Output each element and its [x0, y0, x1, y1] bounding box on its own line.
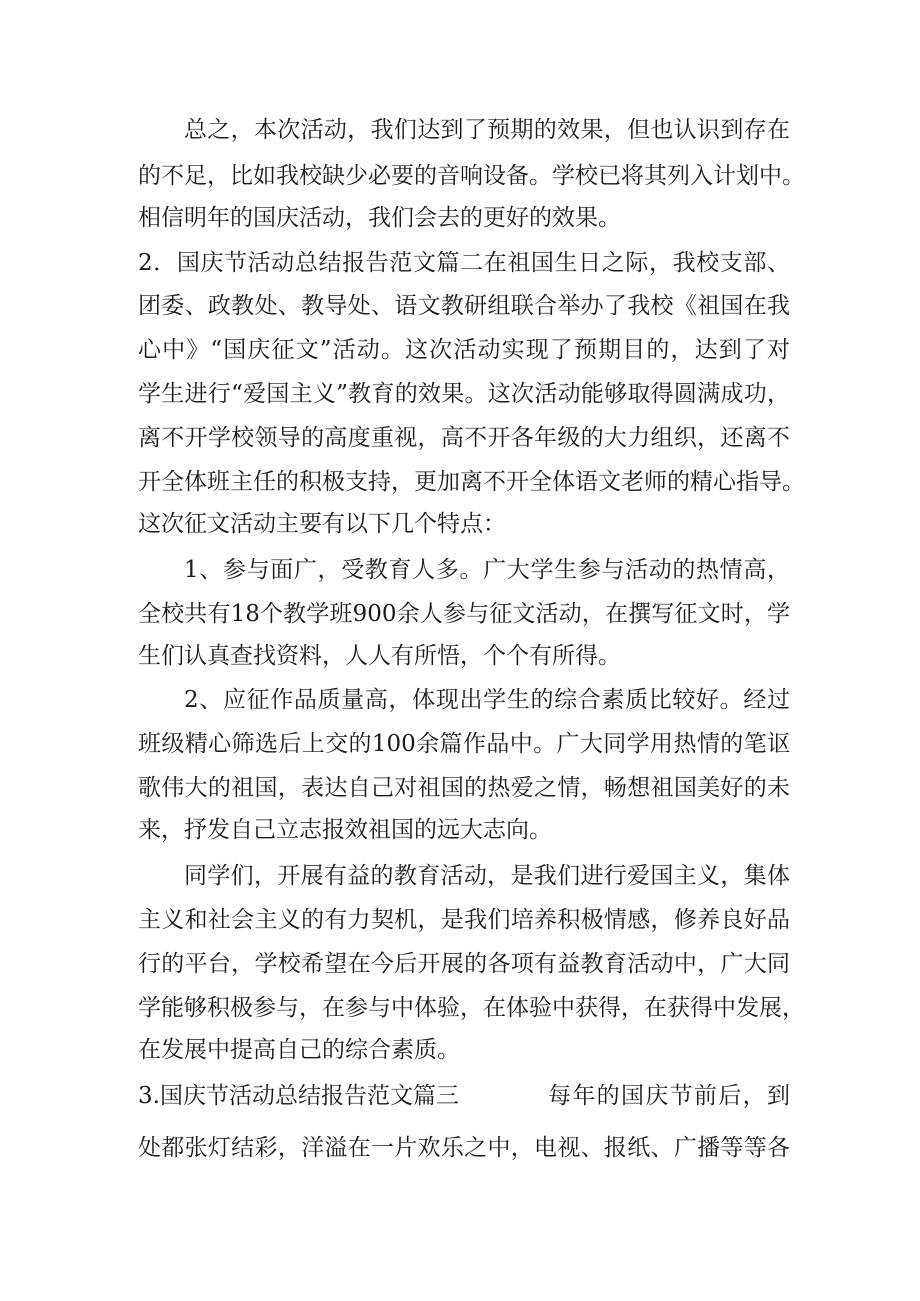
text-line: 心中》“国庆征文”活动。这次活动实现了预期目的，达到了对 [138, 337, 790, 363]
text-line: 1、参与面广，受教育人多。广大学生参与活动的热情高， [184, 557, 790, 583]
section-heading: 3.国庆节活动总结报告范文篇三 [138, 1083, 459, 1109]
text-line: 来，抒发自己立志报效祖国的远大志向。 [138, 817, 552, 843]
text-line: 学生进行“爱国主义”教育的效果。这次活动能够取得圆满成功， [138, 381, 790, 407]
text-line: 学能够积极参与，在参与中体验，在体验中获得，在获得中发展， [138, 995, 805, 1021]
text-line: 总之，本次活动，我们达到了预期的效果，但也认识到存在 [184, 117, 790, 143]
text-line: 离不开学校领导的高度重视，高不开各年级的大力组织，还离不 [138, 425, 790, 451]
text-line: 的不足，比如我校缺少必要的音响设备。学校已将其列入计划中。 [138, 163, 805, 189]
text-line: 开全体班主任的积极支持，更加离不开全体语文老师的精心指导。 [138, 469, 805, 495]
text-line: 团委、政教处、教导处、语文教研组联合举办了我校《祖国在我 [138, 293, 790, 319]
text-line: 同学们，开展有益的教育活动，是我们进行爱国主义，集体 [184, 863, 790, 889]
text-line: 相信明年的国庆活动，我们会去的更好的效果。 [138, 205, 621, 231]
text-line: 生们认真查找资料，人人有所悟，个个有所得。 [138, 643, 621, 669]
text-line: 在发展中提高自己的综合素质。 [138, 1037, 460, 1063]
text-line: 全校共有18个教学班900余人参与征文活动，在撰写征文时，学 [138, 601, 790, 627]
text-line: 2．国庆节活动总结报告范文篇二在祖国生日之际，我校支部、 [138, 250, 790, 276]
text-segment: 每年的国庆节前后，到 [548, 1083, 790, 1109]
text-line: 这次征文活动主要有以下几个特点： [138, 511, 506, 537]
text-line [138, 1074, 790, 1118]
text-line: 2、应征作品质量高，体现出学生的综合素质比较好。经过 [184, 687, 790, 713]
text-line: 班级精心筛选后上交的100余篇作品中。广大同学用热情的笔讴 [138, 731, 790, 757]
text-line: 处都张灯结彩，洋溢在一片欢乐之中，电视、报纸、广播等等各 [138, 1135, 790, 1161]
text-line: 行的平台，学校希望在今后开展的各项有益教育活动中，广大同 [138, 951, 790, 977]
text-line: 歌伟大的祖国，表达自己对祖国的热爱之情，畅想祖国美好的未 [138, 775, 790, 801]
text-line: 主义和社会主义的有力契机，是我们培养积极情感，修养良好品 [138, 907, 790, 933]
